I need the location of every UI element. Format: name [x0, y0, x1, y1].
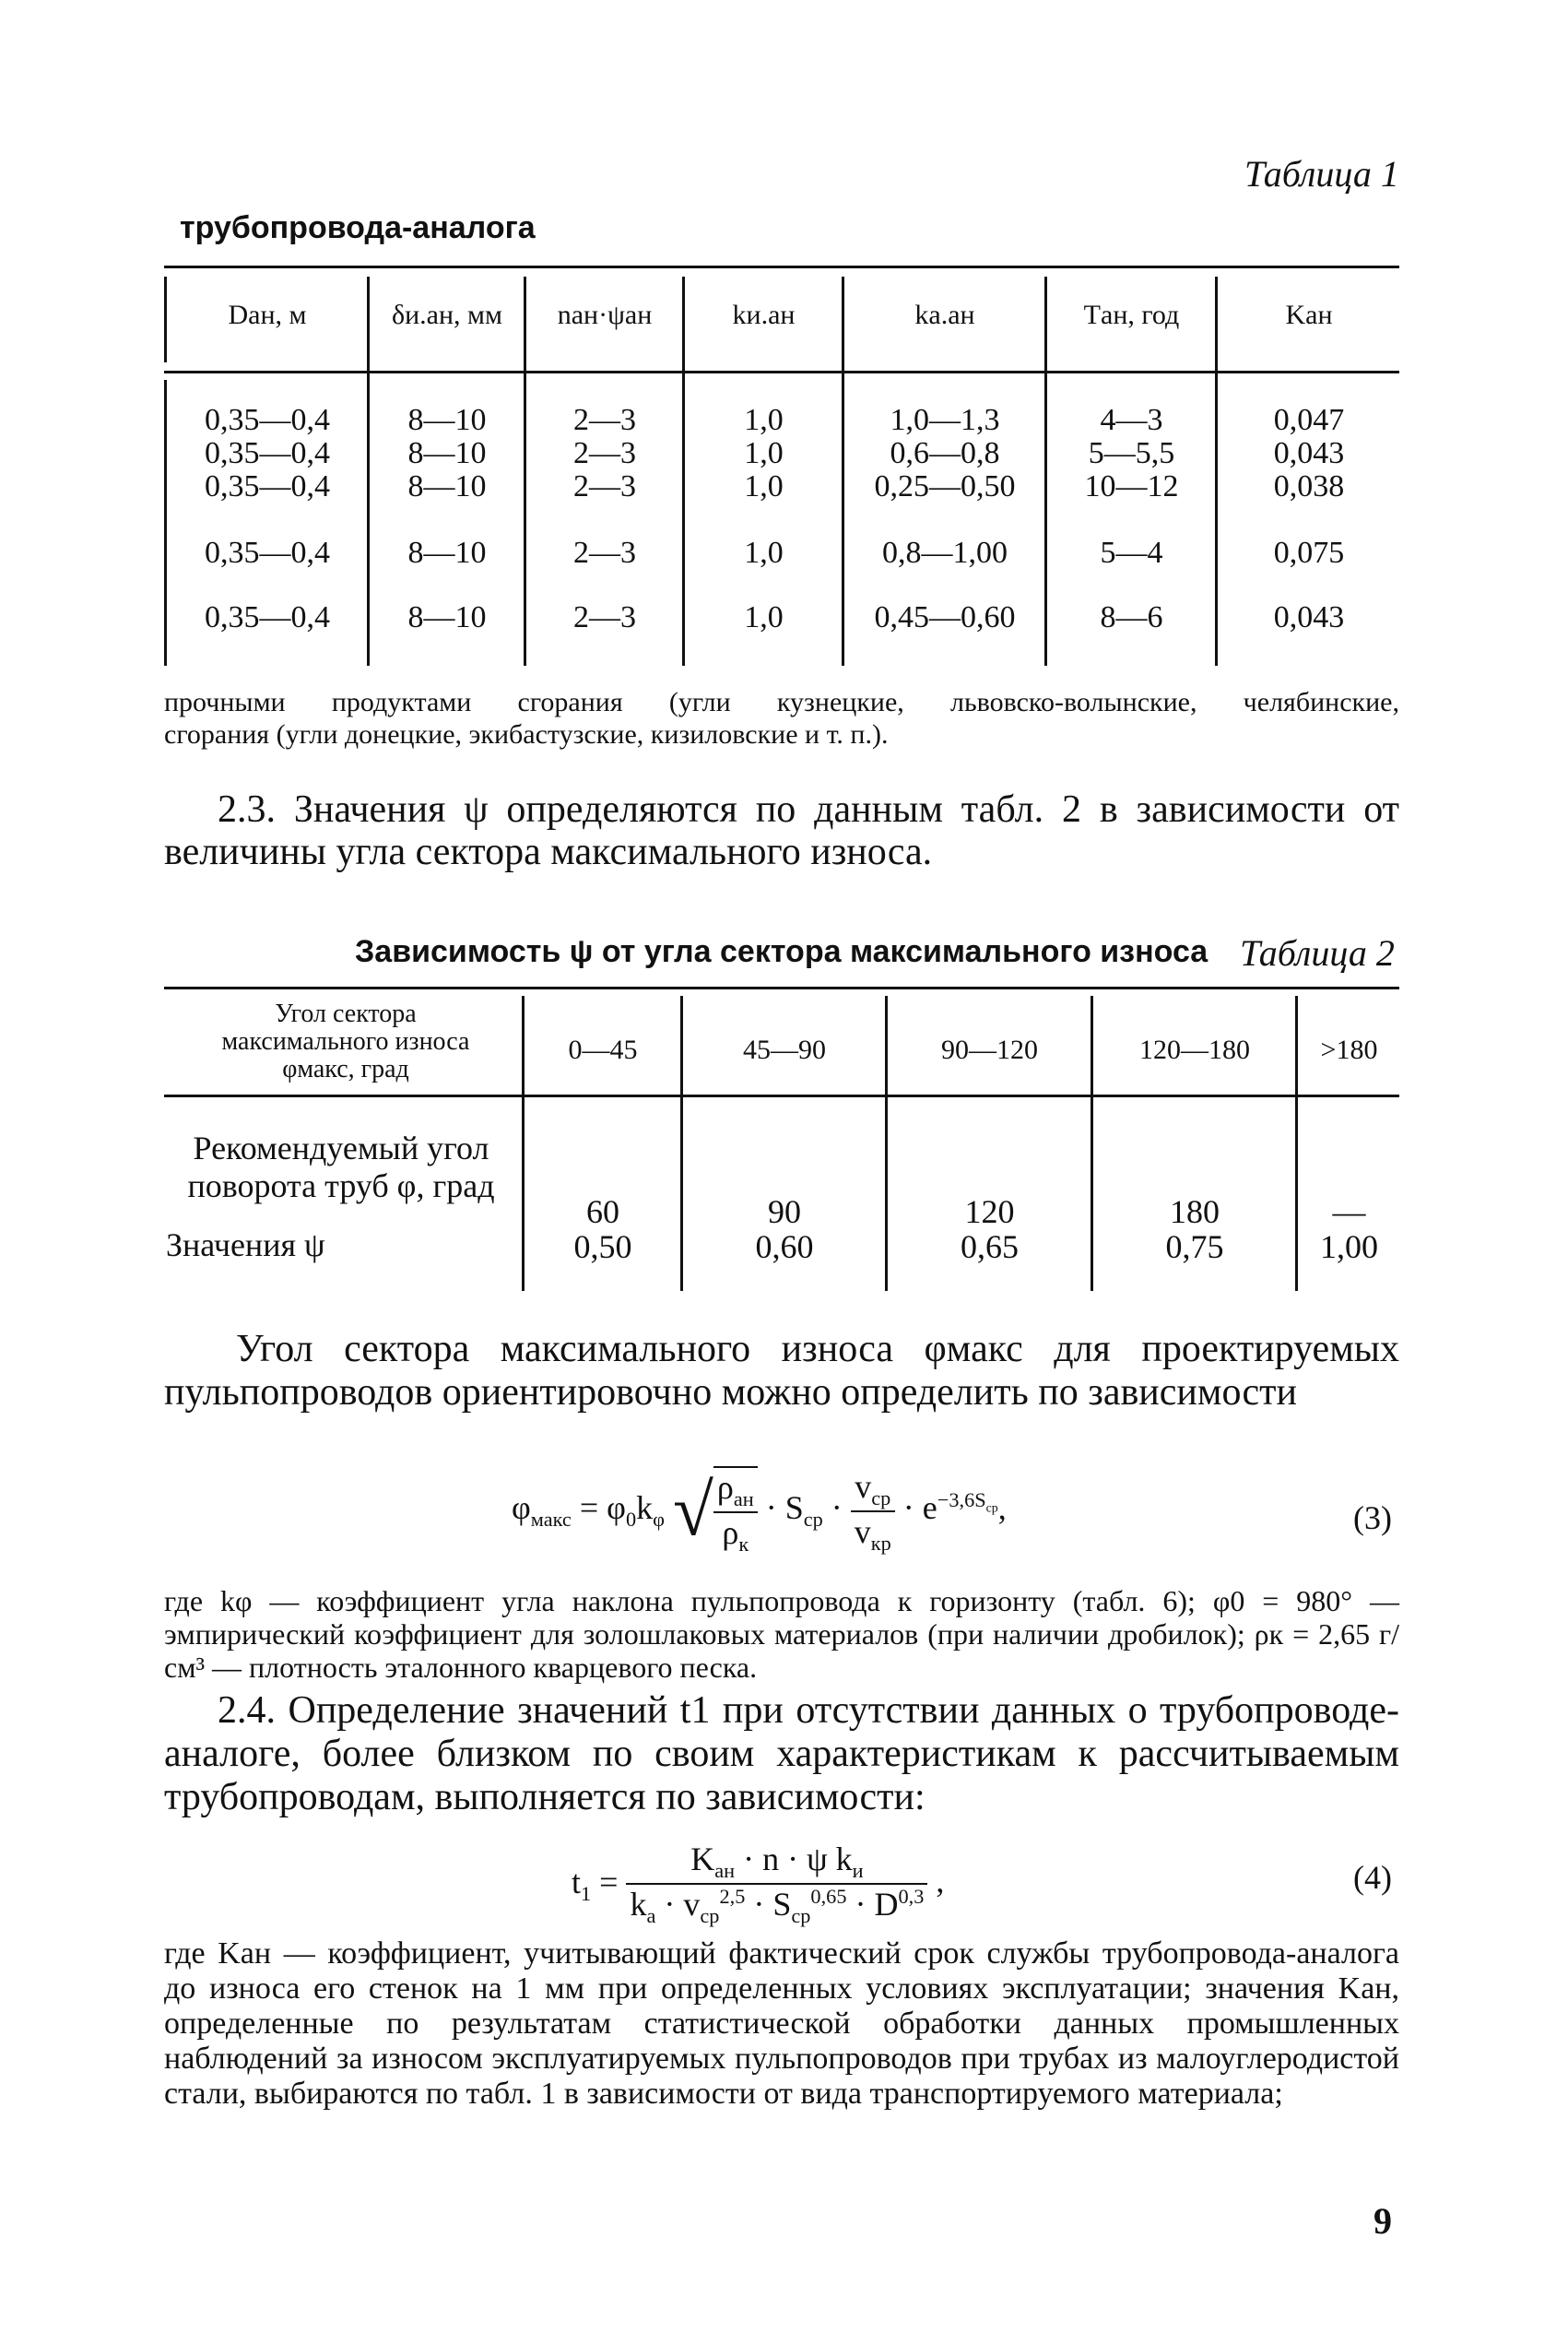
table2-header-cell: 120—180 [1139, 1035, 1250, 1065]
table2-angle-cell: 60 [586, 1193, 619, 1230]
table1-header-cell: kа.ан [914, 300, 975, 330]
table1-cell: 5—4 [1100, 536, 1163, 570]
table1-cell: 1,0 1,0 1,0 [744, 403, 784, 503]
where-4-text: где Kан — коэффициент, учитывающий фактический срок службы трубопровода-аналога до износа его стенок на 1 мм при определенных условиях эксплуатации; значения Kан, определенные по результатам статистической обработки данных промышленных наблюдений за износом эксплуатируемых пульпопроводов при трубах из малоуглеродистой стали, выбираются по табл. 1 в зависимости от вида транспортируемого материала; [164, 1936, 1399, 2111]
table2-header-cell: >180 [1320, 1035, 1378, 1065]
paragraph-2-4: 2.4. Определение значений t1 при отсутствии данных о трубопроводе-аналоге, более близком по своим характеристикам к рассчитываемым трубопроводам, выполняется по зависимости: [164, 1689, 1399, 1818]
table2-psi-cell: 0,75 [1165, 1228, 1224, 1265]
table2-psi-cell: 0,65 [961, 1228, 1019, 1265]
table1-cell: 0,35—0,4 [205, 600, 330, 634]
table1-header-cell: Kан [1285, 300, 1333, 330]
table1-header-cell: Tан, год [1083, 300, 1180, 330]
formula-4: $t_1$ = $\frac{K_{ан} \cdot n \cdot \psi k_и}{k_а \cdot v_{ср}^{2,5} \cdot S_{ср}^{0,65} \cdot D^{0,3}}$ , [572, 1841, 945, 1928]
table2-psi-cell: 1,00 [1320, 1228, 1378, 1265]
table1-cell: 8—10 [407, 536, 487, 570]
table1-cell: 0,35—0,4 0,35—0,4 0,35—0,4 [205, 403, 330, 503]
table2-title: Зависимость ψ от угла сектора максимального износа [355, 934, 1208, 969]
table1-cell: 0,8—1,00 [882, 536, 1008, 570]
table1-cell: 1,0 [744, 536, 784, 570]
paragraph-2-3: 2.3. Значения ψ определяются по данным табл. 2 в зависимости от величины угла сектора максимального износа. [164, 788, 1399, 873]
table2-angle-cell: 120 [964, 1193, 1015, 1230]
table1-cell: 2—3 [573, 600, 636, 634]
table2-psi-cell: 0,50 [573, 1228, 632, 1265]
table2-header-cell: 0—45 [568, 1035, 638, 1065]
where-3-text: где kφ — коэффициент угла наклона пульпопровода к горизонту (табл. 6); φ0 = 980° — эмпирический коэффициент для золошлаковых материалов (при наличии дробилок); ρк = 2,65 г/см³ — плотность эталонного кварцевого песка. [164, 1584, 1399, 1684]
table2-header-cell: 90—120 [941, 1035, 1038, 1065]
table1-cell: 2—3 2—3 2—3 [573, 403, 636, 503]
table2-header-rule [164, 1095, 1399, 1097]
table1-cell: 8—10 8—10 8—10 [407, 403, 487, 503]
table1-header-cell: nан·ψан [557, 300, 653, 330]
table2-row-label-angle: Рекомендуемый угол поворота труб φ, град [187, 1130, 495, 1204]
table1-cell: 1,0—1,3 0,6—0,8 0,25—0,50 [874, 403, 1016, 503]
table1-header-cell: δи.ан, мм [391, 300, 503, 330]
table2-top-rule [164, 987, 1399, 989]
table2-angle-cell: — [1332, 1193, 1366, 1230]
table1-header-cell: Dан, м [228, 300, 307, 330]
table1-cell: 1,0 [744, 600, 784, 634]
table2-row-label-psi: Значения ψ [166, 1226, 325, 1263]
formula-3-number: (3) [1353, 1499, 1392, 1536]
table2-angle-cell: 90 [768, 1193, 801, 1230]
table2-header-cell: 45—90 [743, 1035, 826, 1065]
table1-top-rule [164, 266, 1399, 268]
formula-3: $\varphi_{макс} = \varphi_0k_\varphi$ √ $\frac{\rho_{ан}}{\rho_к}$ · $S_{ср}$ · $\frac{v_{ср}}{v_{кр}}$ · $e^{-3,6S_{ср}}$, [512, 1468, 1007, 1557]
table2-label: Таблица 2 [1240, 932, 1395, 974]
table1-label: Таблица 1 [1244, 153, 1399, 195]
table1-cell: 0,075 [1273, 536, 1345, 570]
table1-header-cell: kи.ан [732, 300, 796, 330]
page-number: 9 [1373, 2200, 1392, 2242]
table1-footnote-line2: сгорания (угли донецкие, экибастузские, кизиловские и т. п.). [164, 719, 889, 750]
table2-psi-cell: 0,60 [755, 1228, 814, 1265]
table1-cell: 0,35—0,4 [205, 536, 330, 570]
table1-title: трубопровода-аналога [180, 210, 536, 245]
formula-4-number: (4) [1353, 1859, 1392, 1896]
table1-cell: 8—10 [407, 600, 487, 634]
table1-cell: 0,043 [1273, 600, 1345, 634]
table2-header-angle: Угол сектора максимального износа φмакс, град [221, 1000, 470, 1083]
table1-cell: 0,45—0,60 [874, 600, 1016, 634]
paragraph-angle: Угол сектора максимального износа φмакс для проектируемых пульпопроводов ориентировочно можно определить по зависимости [164, 1328, 1399, 1414]
table1-cell: 0,047 0,043 0,038 [1273, 403, 1345, 503]
table2-angle-cell: 180 [1170, 1193, 1220, 1230]
table1-header-rule [164, 371, 1399, 373]
table1-cell: 4—3 5—5,5 10—12 [1084, 403, 1179, 503]
table1-cell: 8—6 [1100, 600, 1163, 634]
table1-cell: 2—3 [573, 536, 636, 570]
table1-footnote-line1: прочными продуктами сгорания (угли кузнецкие, львовско-волынские, челябинские, [164, 687, 1399, 717]
